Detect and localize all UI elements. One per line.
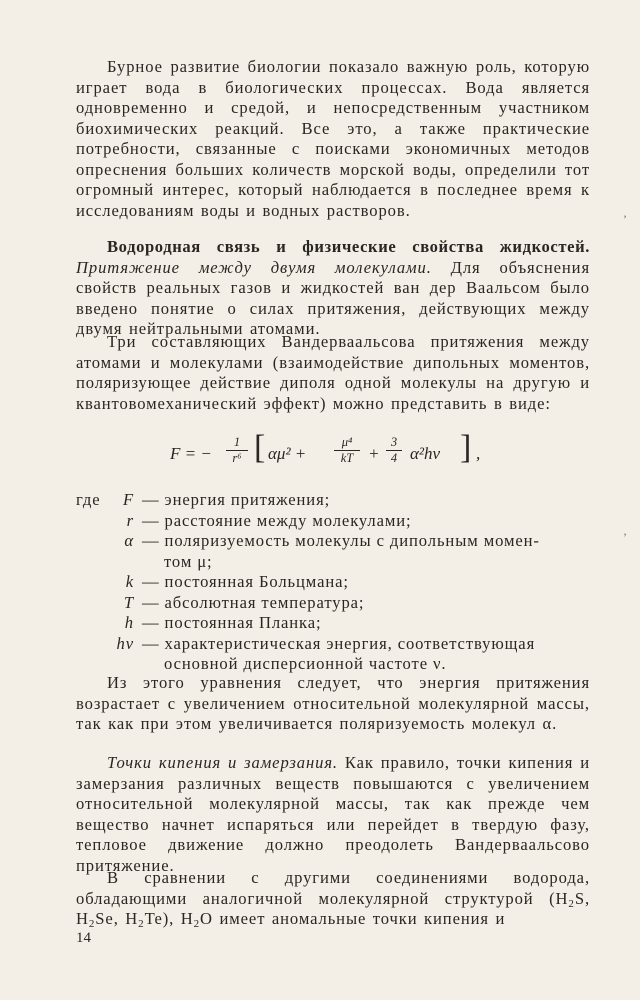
legend-description: — абсолютная температура;	[142, 592, 365, 612]
legend-description: — расстояние между молекулами;	[142, 510, 412, 530]
legend-row	[76, 654, 596, 675]
formula-bracket-open: [	[254, 429, 266, 466]
paragraph-boiling	[76, 753, 590, 876]
formula-fraction-3	[386, 436, 402, 465]
paragraph-attraction-text: Для объяснения свойств реальных газов и жидкостей ван дер Ваальсом было введено понятие о силах притяжения, действующих между двумя нейтральными атомами.	[76, 257, 590, 338]
formula-f1-den: r⁶	[232, 451, 242, 465]
legend-description: — поляризуемость молекулы с дипольным момен-	[142, 531, 540, 550]
subscript: 2	[88, 918, 96, 930]
legend-row	[76, 593, 596, 614]
subheading-attraction: Притяжение между двумя молекулами.	[76, 257, 432, 277]
subscript: 2	[568, 897, 575, 910]
legend-row	[76, 490, 596, 511]
legend-symbol: k	[125, 572, 134, 591]
formula-term-3: α²hν	[410, 444, 441, 463]
formula-f3-den: 4	[390, 451, 398, 465]
legend-symbol: r	[126, 510, 134, 530]
formula-lhs: F = −	[170, 444, 212, 463]
legend-row	[76, 634, 596, 655]
formula-f3-num: 3	[390, 435, 398, 449]
legend-description: основной дисперсионной частоте ν.	[164, 654, 447, 673]
attraction-energy-formula	[170, 429, 510, 484]
legend-description: — постоянная Планка;	[142, 613, 322, 632]
formula-f2-den: kT	[340, 451, 354, 465]
text-run: Se, H	[95, 909, 139, 928]
legend-description: — постоянная Больцмана;	[142, 572, 349, 591]
legend-row	[76, 511, 596, 532]
legend-row	[76, 613, 596, 634]
legend-row	[76, 531, 596, 552]
legend-row	[76, 572, 596, 593]
legend-description: — характеристическая энергия, соответствующая	[142, 633, 536, 653]
formula-plus: +	[368, 444, 380, 463]
symbol-legend	[76, 490, 596, 675]
text-run: O имеет аномальные точки кипения и	[200, 909, 506, 928]
subscript: 2	[138, 918, 145, 930]
formula-f1-num: 1	[233, 435, 241, 449]
formula-fraction-1	[226, 436, 248, 465]
legend-symbol: T	[123, 592, 134, 612]
text-run: S, H	[76, 888, 590, 928]
page-number: 14	[76, 930, 91, 946]
legend-where: где	[76, 490, 101, 509]
formula-comma: ,	[476, 444, 481, 463]
subheading-boiling: Точки кипения и замерзания.	[107, 753, 338, 772]
paragraph-equation-consequence: Из этого уравнения следует, что энергия притяжения возрастает с увеличением относительной молекулярной массы, так как при этом увеличивается поляризуемость молекул α.	[76, 673, 590, 733]
legend-row	[76, 552, 596, 573]
paragraph-intro: Бурное развитие биологии показало важную роль, которую играет вода в биологических процессах. Вода является одновременно и средой, и непосредственным участником биохимических реакций. Все это, а также практические потребности, связанные с поисками экономичных методов опреснения больших количеств морской воды, определили тот огромный интерес, который наблюдается в последнее время к исследованиям воды и водных растворов.	[76, 57, 590, 220]
text-run: Te), H	[144, 909, 194, 928]
paragraph-attraction	[76, 237, 590, 340]
legend-symbol: α	[124, 531, 134, 550]
section-heading: Водородная связь и физические свойства жидкостей.	[107, 237, 590, 256]
margin-mark: ’	[623, 530, 627, 544]
paragraph-comparison	[76, 868, 590, 930]
legend-description: — энергия притяжения;	[142, 490, 331, 509]
paragraph-boiling-text: Как правило, точки кипения и замерзания различных веществ повышаются с увеличением относительной молекулярной массы, так как прежде чем вещество начнет испаряться или перейдет в твердую фазу, тепловое движение должно преодолеть Вандерваальсово притяжение.	[76, 753, 590, 875]
legend-symbol: h	[124, 613, 134, 632]
margin-mark: ’	[623, 212, 627, 226]
legend-description: том μ;	[164, 551, 213, 571]
formula-fraction-2	[334, 436, 360, 465]
formula-term-1: αμ² +	[268, 444, 307, 463]
formula-f2-num: μ⁴	[341, 435, 353, 449]
legend-symbol: F	[122, 490, 134, 509]
subscript: 2	[193, 918, 201, 930]
formula-bracket-close: ]	[460, 429, 472, 466]
text-run: В сравнении с другими соединениями водорода, обладающими аналогичной молекулярной структурой (H	[76, 868, 590, 908]
legend-symbol: hν	[116, 633, 134, 653]
paragraph-components: Три составляющих Вандерваальсова притяжения между атомами и молекулами (взаимодействие дипольных моментов, поляризующее действие диполя одной молекулы на другую и квантовомеханический эффект) можно представить в виде:	[76, 332, 590, 413]
